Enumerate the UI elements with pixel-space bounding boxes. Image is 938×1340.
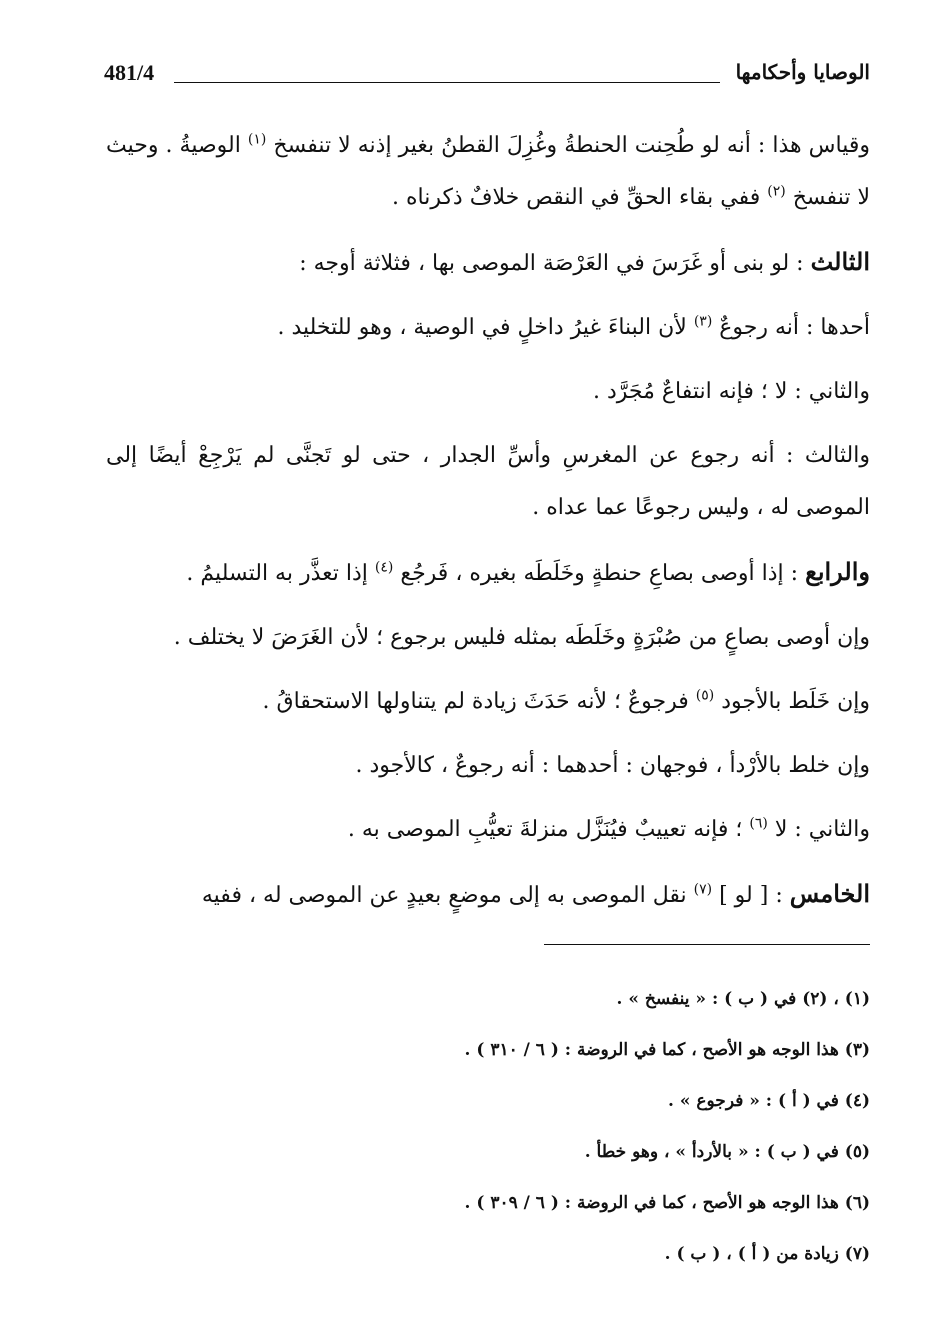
paragraph-6: والرابع : إذا أوصى بصاعِ حنطةٍ وخَلَطَه بغيره ، فَرجُع $^{(٤)}$ إذا تعذَّر به التسليمُ . (186, 557, 870, 586)
footnote-line: (٣) هذا الوجه هو الأصح ، كما في الروضة : ( ٦ / ٣١٠ ) . (464, 1040, 870, 1060)
footnote-line: (١) ، (٢) في ( ب ) : « ينفسخ » . (616, 989, 870, 1009)
footnote-marker[interactable]: (٦) (749, 815, 768, 832)
paragraph-1: وقياس هذا : أنه لو طُحِنت الحنطةُ وغُزِلَ القطنُ بغير إذنه لا تنفسخ $^{(١)}$ الوصيةُ . وحيث لا تنفسخ $^{(٢)}$ ففي بقاء الحقِّ في النقص خلافٌ ذكرناه . (106, 131, 870, 210)
footnotes (106, 974, 870, 1280)
paragraph-11: الخامس : [ لو ] $^{(٧)}$ نقل الموصى به إلى موضعٍ بعيدٍ عن الموصى له ، ففيه (201, 879, 870, 908)
footnote-line: (٤) في ( أ ) : « فرجوع » . (668, 1091, 870, 1111)
section-lead: الخامس (789, 879, 870, 908)
paragraph-10: والثاني : لا $^{(٦)}$ ؛ فإنه تعييبٌ فيُنَزَّل منزلةَ تعيُّبِ الموصى به . (347, 815, 870, 842)
paragraph-3: أحدها : أنه رجوعٌ $^{(٣)}$ لأن البناءَ غيرُ داخلٍ في الوصية ، وهو للتخليد . (277, 313, 870, 340)
running-header (104, 58, 870, 94)
footnote-line: (٧) زيادة من ( أ ) ، ( ب ) . (664, 1244, 870, 1264)
footnote-line: (٦) هذا الوجه هو الأصح ، كما في الروضة : ( ٦ / ٣٠٩ ) . (464, 1193, 870, 1213)
footnote-line: (٥) في ( ب ) : « بالأردأ » ، وهو خطأ . (584, 1142, 870, 1162)
paragraph-4: والثاني : لا ؛ فإنه انتفاعٌ مُجَرَّد . (592, 379, 870, 404)
page-number: 481/4 (104, 60, 155, 85)
running-title: الوصايا وأحكامها (735, 60, 870, 84)
footnote-marker[interactable]: (٢) (767, 183, 786, 200)
footnote-marker[interactable]: (١) (247, 131, 267, 148)
paragraph-9: وإن خلط بالأرْدأ ، فوجهان : أحدهما : أنه رجوعٌ ، كالأجود . (355, 753, 870, 778)
paragraph-7: وإن أوصى بصاعٍ من صُبْرَةٍ وخَلَطَه بمثله فليس برجوع ؛ لأن الغَرَضَ لا يختلف . (173, 625, 870, 650)
paragraph-2: الثالث : لو بنى أو غَرَسَ في العَرْصَة الموصى بها ، فثلاثة أوجه : (299, 247, 870, 276)
footnote-rule (544, 944, 870, 945)
paragraph-5: والثالث : أنه رجوع عن المغرسِ وأسِّ الجدار ، حتى لو تَجنَّى لم يَرْجِعْ أيضًا إلى الموصى له ، وليس رجوعًا عما عداه . (106, 443, 870, 520)
header-rule (174, 82, 720, 83)
footnote-marker[interactable]: (٤) (374, 559, 394, 576)
footnote-marker[interactable]: (٧) (693, 881, 713, 898)
section-lead: الثالث (810, 247, 870, 276)
footnote-marker[interactable]: (٣) (693, 313, 713, 330)
main-text (106, 120, 870, 934)
section-lead: والرابع (805, 557, 870, 586)
paragraph-8: وإن خَلَط بالأجود $^{(٥)}$ فرجوعٌ ؛ لأنه حَدَثَ زيادة لم يتناولها الاستحقاقُ . (262, 687, 870, 714)
footnote-marker[interactable]: (٥) (695, 687, 715, 704)
